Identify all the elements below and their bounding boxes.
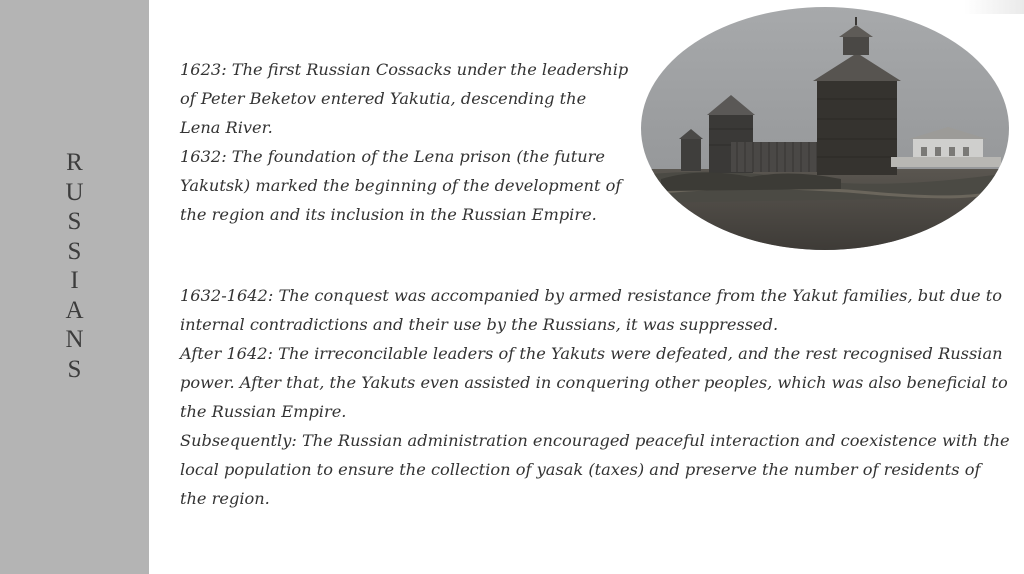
sidebar-panel xyxy=(0,0,149,574)
intro-paragraph: 1632: The foundation of the Lena prison (the future Yakutsk) marked the beginning of the development of the region and its inclusion in the Russian Empire. xyxy=(180,147,622,224)
title-letter: U xyxy=(65,178,84,206)
corner-decoration xyxy=(964,0,1024,14)
title-letter: A xyxy=(65,296,84,324)
intro-text xyxy=(180,55,630,229)
title-letter: S xyxy=(67,208,82,235)
details-paragraph: 1632-1642: The conquest was accompanied by armed resistance from the Yakut families, but due to internal contradictions and their use by the Russians, it was suppressed. xyxy=(180,286,1002,334)
details-paragraph: Subsequently: The Russian administration encouraged peaceful interaction and coexistence with the local population to ensure the collection of yasak (taxes) and preserve the number of residents of the region. xyxy=(180,431,1010,508)
title-letter: R xyxy=(66,149,83,176)
title-letter: N xyxy=(65,326,84,353)
fortress-photo xyxy=(641,7,1009,250)
title-letter: I xyxy=(70,267,79,294)
intro-paragraph: 1623: The first Russian Cossacks under the leadership of Peter Beketov entered Yakutia, descending the Lena River. xyxy=(180,60,629,137)
fortress-illustration xyxy=(641,7,1009,250)
details-text xyxy=(180,281,1010,513)
title-letter: S xyxy=(67,237,82,265)
details-paragraph: After 1642: The irreconcilable leaders of the Yakuts were defeated, and the rest recognised Russian power. After that, the Yakuts even assisted in conquering other peoples, which was also beneficial to the Russian Empire. xyxy=(180,344,1008,421)
vertical-title xyxy=(0,148,149,384)
title-letter: S xyxy=(67,355,82,383)
